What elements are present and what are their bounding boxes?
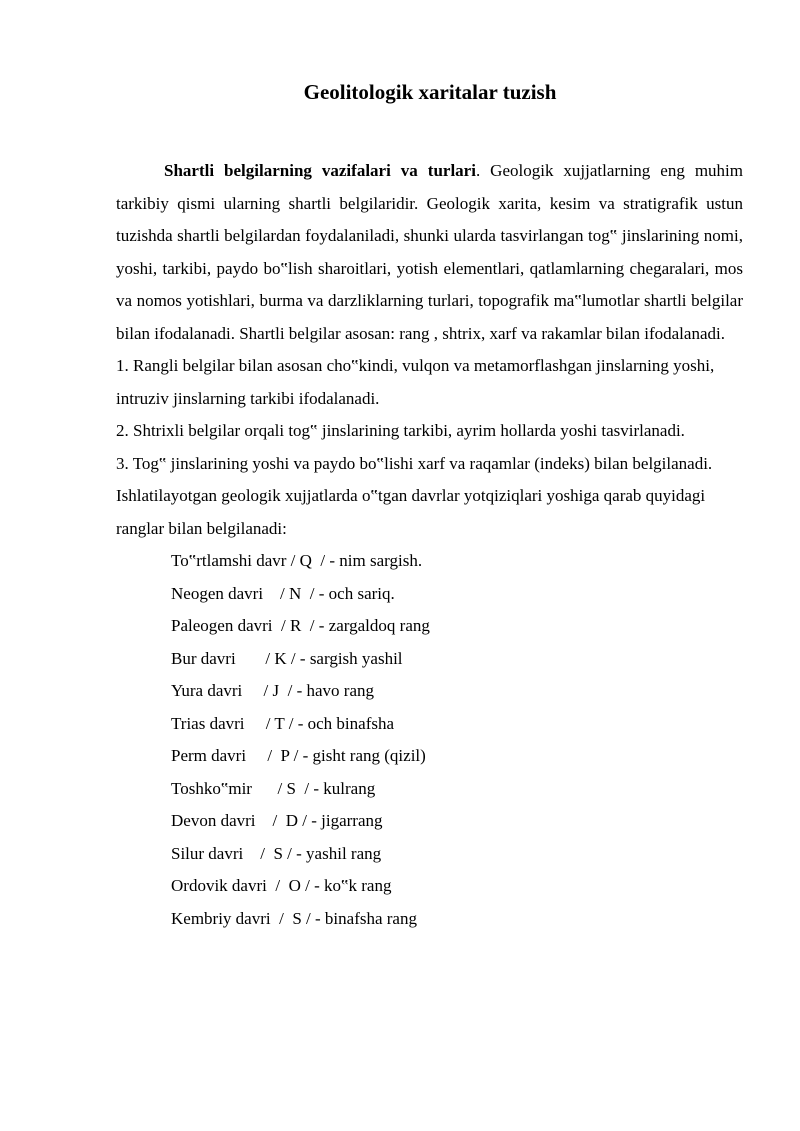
point-1: 1. Rangli belgilar bilan asosan cho‟kindi, vulqon va metamorflashgan jinslarning yoshi, intruziv jinslarning tarkibi ifodalanadi. [116,356,715,408]
intro-heading: Shartli belgilarning vazifalari va turlari [164,161,476,180]
list-item: Paleogen davri / R / - zargaldoq rang [171,616,430,635]
list-item: To‟rtlamshi davr / Q / - nim sargish. [171,551,423,570]
list-item: Ordovik davri / O / - ko‟k rang [171,876,392,895]
period-color-list [116,545,743,935]
list-item: Trias davri / T / - och binafsha [171,713,395,733]
intro-text: . Geologik xujjatlarning eng muhim tarkibiy qismi ularning shartli belgilaridir. Geologik xarita, kesim va stratigrafik ustun tuzishda shartli belgilardan foydalaniladi, shunki ularda tasvirlangan tog‟ jinslarining nomi, yoshi, tarkibi, paydo bo‟lish sharoitlari, yotish elementlari, qatlamlarning chegaralari, mos va nomos yotishlari, burma va darzliklarning turlari, topografik ma‟lumotlar shartli belgilar bilan ifodalanadi. [116,161,743,343]
point-3: 3. Tog‟ jinslarining yoshi va paydo bo‟lishi xarf va raqamlar (indeks) bilan belgilanadi. [116,453,713,473]
list-item: Silur davri / S / - yashil rang [171,843,382,863]
list-intro: Ishlatilayotgan geologik xujjatlarda o‟tgan davrlar yotqiziqlari yoshiga qarab quyidagi ranglar bilan belgilanadi: [116,486,706,538]
document-body [116,155,743,935]
page-title: Geolitologik xaritalar tuzish [303,80,557,104]
list-item: Toshko‟mir / S / - kulrang [171,778,376,798]
list-item: Bur davri / K / - sargish yashil [171,648,403,668]
list-item: Perm davri / P / - gisht rang (qizil) [171,746,426,765]
list-item: Neogen davri / N / - och sariq. [171,583,395,603]
intro-paragraph [116,155,743,350]
point-2: 2. Shtrixli belgilar orqali tog‟ jinslarining tarkibi, ayrim hollarda yoshi tasvirlanadi. [116,421,685,440]
list-item: Kembriy davri / S / - binafsha rang [171,908,417,928]
list-item: Yura davri / J / - havo rang [171,681,375,700]
list-item: Devon davri / D / - jigarrang [171,811,383,830]
summary-text: Shartli belgilar asosan: rang , shtrix, xarf va rakamlar bilan ifodalanadi. [239,323,725,343]
